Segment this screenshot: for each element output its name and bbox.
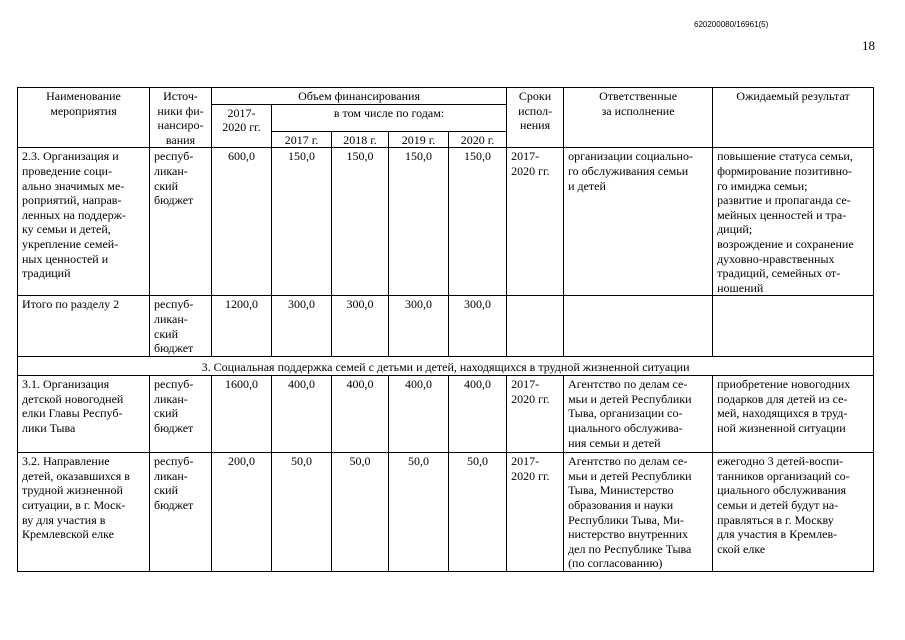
cell-responsible: Агентство по делам се- мьи и детей Республики Тыва, Министерство образования и науки Республики Тыва, Ми- нистерство внутренних дел по Республике Тыва (по согласованию) <box>564 453 713 572</box>
header-2017: 2017 г. <box>272 131 332 148</box>
cell-source: респуб- ликан- ский бюджет <box>150 148 212 296</box>
cell-2019: 300,0 <box>389 296 449 356</box>
cell-result: приобретение новогодних подарков для детей из се- мей, находящихся в труд- ной жизненной ситуации <box>713 376 874 453</box>
section-title: 3. Социальная поддержка семей с детьми и детей, находящихся в трудной жизненной ситуации <box>18 356 874 376</box>
cell-2018: 50,0 <box>332 453 389 572</box>
header-2019: 2019 г. <box>389 131 449 148</box>
page-number: 18 <box>862 38 875 53</box>
table-row <box>18 296 874 356</box>
cell-name: 3.2. Направление детей, оказавшихся в трудной жизненной ситуации, в г. Моск- ву для участия в Кремлевской елке <box>18 453 150 572</box>
cell-total: 600,0 <box>212 148 272 296</box>
table-row <box>18 376 874 453</box>
cell-2018: 400,0 <box>332 376 389 453</box>
cell-2019: 400,0 <box>389 376 449 453</box>
header-2018: 2018 г. <box>332 131 389 148</box>
cell-name: 3.1. Организация детской новогодней елки Главы Респуб- лики Тыва <box>18 376 150 453</box>
cell-total: 200,0 <box>212 453 272 572</box>
section-row <box>18 356 874 376</box>
cell-responsible: Агентство по делам се- мьи и детей Республики Тыва, организации со- циального обслужива- ния семьи и детей <box>564 376 713 453</box>
cell-2020: 300,0 <box>449 296 507 356</box>
header-responsible: Ответственные за исполнение <box>564 88 713 148</box>
cell-terms <box>507 296 564 356</box>
header-name: Наименование мероприятия <box>18 88 150 148</box>
cell-2020: 150,0 <box>449 148 507 296</box>
cell-2019: 50,0 <box>389 453 449 572</box>
cell-2018: 300,0 <box>332 296 389 356</box>
header-by-years: в том числе по годам: <box>272 104 507 131</box>
cell-result: ежегодно 3 детей-воспи- танников организаций со- циального обслуживания семьи и детей будут на- правляться в г. Москву для участия в Кремлев- ской елке <box>713 453 874 572</box>
cell-source: респуб- ликан- ский бюджет <box>150 453 212 572</box>
cell-terms: 2017- 2020 гг. <box>507 148 564 296</box>
table-row <box>18 453 874 572</box>
cell-2017: 300,0 <box>272 296 332 356</box>
cell-name: 2.3. Организация и проведение соци- ально значимых ме- роприятий, направ- ленных на поддерж- ку семьи и детей, укрепление семей- ных ценностей и традиций <box>18 148 150 296</box>
header-row-1 <box>18 88 874 105</box>
header-terms: Сроки испол- нения <box>507 88 564 148</box>
header-total: 2017- 2020 гг. <box>212 104 272 148</box>
cell-responsible: организации социально- го обслуживания семьи и детей <box>564 148 713 296</box>
financing-table <box>17 87 874 572</box>
cell-name: Итого по разделу 2 <box>18 296 150 356</box>
cell-terms: 2017- 2020 гг. <box>507 453 564 572</box>
header-source: Источ- ники фи- нансиро- вания <box>150 88 212 148</box>
cell-2019: 150,0 <box>389 148 449 296</box>
cell-terms: 2017- 2020 гг. <box>507 376 564 453</box>
header-result: Ожидаемый результат <box>713 88 874 148</box>
cell-responsible <box>564 296 713 356</box>
cell-source: респуб- ликан- ский бюджет <box>150 376 212 453</box>
cell-2018: 150,0 <box>332 148 389 296</box>
header-2020: 2020 г. <box>449 131 507 148</box>
cell-result <box>713 296 874 356</box>
cell-2020: 400,0 <box>449 376 507 453</box>
cell-2020: 50,0 <box>449 453 507 572</box>
cell-source: респуб- ликан- ский бюджет <box>150 296 212 356</box>
cell-2017: 400,0 <box>272 376 332 453</box>
cell-total: 1200,0 <box>212 296 272 356</box>
header-funding: Объем финансирования <box>212 88 507 105</box>
cell-2017: 150,0 <box>272 148 332 296</box>
cell-2017: 50,0 <box>272 453 332 572</box>
cell-total: 1600,0 <box>212 376 272 453</box>
table-row <box>18 148 874 296</box>
document-code: 620200080/16961(5) <box>694 20 769 29</box>
cell-result: повышение статуса семьи, формирование позитивно- го имиджа семьи; развитие и пропаганда се- мейных ценностей и тра- диций; возрождение и сохранение духовно-нравственных традиций, семейных от- ношений <box>713 148 874 296</box>
